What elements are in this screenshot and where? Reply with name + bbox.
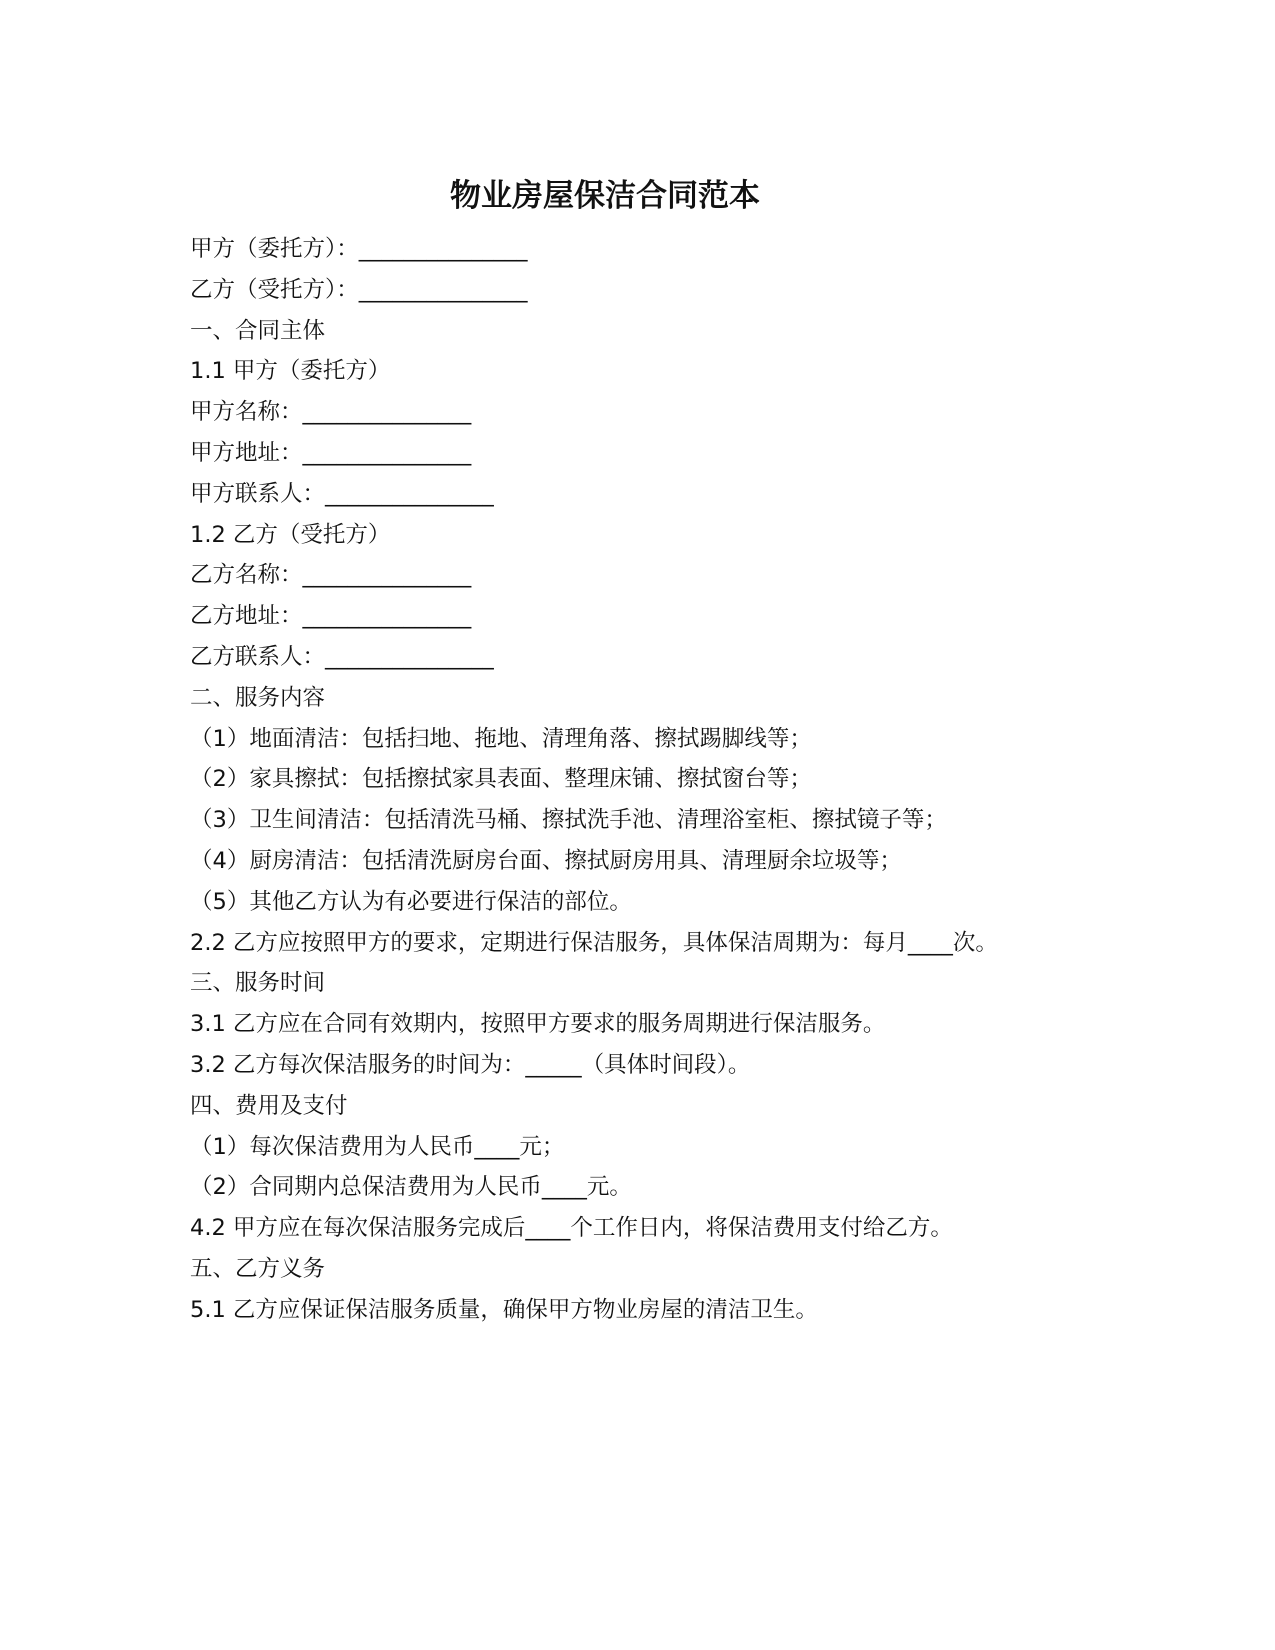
document-line: （4）厨房清洁：包括清洗厨房台面、擦拭厨房用具、清理厨余垃圾等； <box>190 847 902 874</box>
document-title: 物业房屋保洁合同范本 <box>450 178 760 214</box>
document-line: 三、服务时间 <box>190 970 326 997</box>
document-line: 甲方联系人：_______________ <box>190 480 494 507</box>
document-line: （5）其他乙方认为有必要进行保洁的部位。 <box>190 888 632 915</box>
document-line: （1）每次保洁费用为人民币____元； <box>190 1133 565 1160</box>
document-line: 二、服务内容 <box>190 684 326 711</box>
document-line: 五、乙方义务 <box>190 1255 326 1282</box>
document-body <box>190 229 1090 1331</box>
document-line: 1.2 乙方（受托方） <box>190 521 391 548</box>
document-line: （1）地面清洁：包括扫地、拖地、清理角落、擦拭踢脚线等； <box>190 725 812 752</box>
document-line: 乙方地址：_______________ <box>190 603 472 630</box>
document-line: 乙方名称：_______________ <box>190 562 472 589</box>
document-line: 乙方（受托方）：_______________ <box>190 276 528 303</box>
document-line: 甲方地址：_______________ <box>190 439 472 466</box>
document-line: 甲方名称：_______________ <box>190 399 472 426</box>
document-line: （2）家具擦拭：包括擦拭家具表面、整理床铺、擦拭窗台等； <box>190 766 812 793</box>
document-line: （2）合同期内总保洁费用为人民币____元。 <box>190 1174 632 1201</box>
document-line: 2.2 乙方应按照甲方的要求，定期进行保洁服务，具体保洁周期为：每月____次。 <box>190 929 998 956</box>
document-line: 一、合同主体 <box>190 317 326 344</box>
document-line: 3.1 乙方应在合同有效期内，按照甲方要求的服务周期进行保洁服务。 <box>190 1011 886 1038</box>
document-line: 四、费用及支付 <box>190 1092 348 1119</box>
document-line: 4.2 甲方应在每次保洁服务完成后____个工作日内，将保洁费用支付给乙方。 <box>190 1215 953 1242</box>
document-line: 3.2 乙方每次保洁服务的时间为：_____（具体时间段）。 <box>190 1051 751 1078</box>
document-line: （3）卫生间清洁：包括清洗马桶、擦拭洗手池、清理浴室柜、擦拭镜子等； <box>190 807 947 834</box>
document-line: 1.1 甲方（委托方） <box>190 358 391 385</box>
document-line: 5.1 乙方应保证保洁服务质量，确保甲方物业房屋的清洁卫生。 <box>190 1296 818 1323</box>
document-line: 乙方联系人：_______________ <box>190 643 494 670</box>
document-line: 甲方（委托方）：_______________ <box>190 236 528 262</box>
